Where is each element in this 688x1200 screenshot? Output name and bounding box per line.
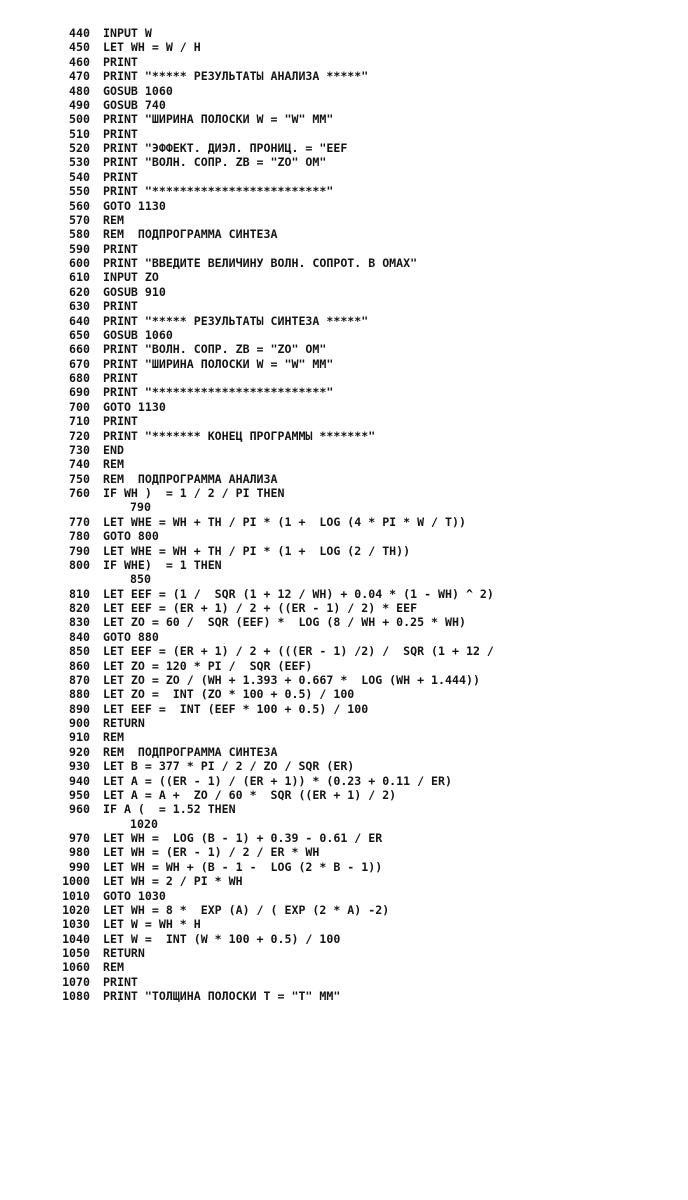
line-statement: PRINT "*************************" [103,184,334,199]
code-line [38,256,678,270]
code-line [38,84,678,98]
code-line [38,802,678,816]
line-statement: LET WH = LOG (B - 1) + 0.39 - 0.61 / ER [103,831,383,845]
line-number: 780 [69,529,90,544]
line-statement: PRINT [103,414,138,429]
line-number: 960 [69,802,90,817]
code-line [38,544,678,558]
code-line [38,55,678,69]
code-line [38,989,678,1003]
line-statement: RETURN [103,716,145,730]
line-statement: GOTO 1130 [103,399,166,414]
line-number: 1050 [62,946,90,960]
code-line [38,831,678,845]
line-statement: REM [103,212,124,227]
line-number: 680 [69,371,90,385]
code-line [38,270,678,284]
line-statement: LET B = 377 * PI / 2 / ZO / SQR (ER) [103,759,355,774]
code-line [38,127,678,141]
code-line [38,40,678,54]
code-line [38,299,678,313]
line-number: 560 [69,198,90,213]
line-statement: PRINT [103,974,138,989]
line-number: 730 [69,442,90,457]
line-statement: PRINT "***** РЕЗУЛЬТАТЫ СИНТЕЗА *****" [103,313,369,328]
line-statement: REM [103,730,124,745]
line-statement: LET WHE = WH + TH / PI * (1 + LOG (4 * PI * W / T)) [103,514,466,529]
line-number: 610 [69,270,90,285]
code-line [38,716,678,730]
code-line [38,342,678,356]
code-line [38,112,678,126]
code-line [38,184,678,198]
line-number: 490 [69,97,90,112]
line-statement: 850 [130,572,151,587]
line-statement: GOSUB 1060 [103,83,173,98]
line-statement: GOSUB 910 [103,284,166,299]
code-line [38,227,678,241]
code-line [38,673,678,687]
line-statement: PRINT "*************************" [103,385,334,400]
line-number: 840 [69,629,90,644]
code-line [38,745,678,759]
line-number: 690 [69,385,90,400]
code-line [38,414,678,428]
line-statement: REM ПОДПРОГРАММА СИНТЕЗА [103,227,278,242]
code-line [38,155,678,169]
code-line [38,874,678,888]
line-statement: PRINT "******* КОНЕЦ ПРОГРАММЫ *******" [103,428,376,443]
code-line [38,960,678,974]
line-statement: PRINT [103,299,138,314]
line-statement: GOTO 1130 [103,198,166,213]
line-statement: REM [103,457,124,472]
line-number: 950 [69,787,90,802]
line-statement: PRINT "ВВЕДИТЕ ВЕЛИЧИНУ ВОЛН. СОПРОТ. В ОМАХ" [103,256,418,270]
line-number: 1000 [62,874,90,889]
line-statement: PRINT "ШИРИНА ПОЛОСКИ W = "W" ММ" [103,356,334,371]
line-statement: GOTO 800 [103,529,159,544]
line-number: 990 [69,859,90,874]
line-statement: PRINT [103,126,138,141]
line-statement: LET A = ((ER - 1) / (ER + 1)) * (0.23 + 0.11 / ER) [103,773,453,788]
code-line [38,69,678,83]
line-statement: LET WH = 8 * EXP (A) / ( EXP (2 * A) -2) [103,902,390,917]
line-statement: END [103,442,124,457]
line-number: 480 [69,83,90,98]
line-number: 800 [69,557,90,572]
code-line [38,946,678,960]
line-number: 440 [69,26,90,40]
line-number: 920 [69,744,90,759]
line-number: 510 [69,126,90,141]
code-line [38,644,678,658]
line-statement: 1020 [130,816,158,831]
line-statement: PRINT "ЭФФЕКТ. ДИЭЛ. ПРОНИЦ. = "EEF [103,141,348,155]
line-number: 1040 [62,931,90,946]
code-line [38,917,678,931]
line-statement: IF WHE) = 1 THEN [103,557,222,572]
line-statement: REM ПОДПРОГРАММА АНАЛИЗА [103,471,278,486]
line-statement: PRINT [103,371,138,385]
code-line [38,141,678,155]
code-line [38,630,678,644]
line-statement: LET EEF = (ER + 1) / 2 + ((ER - 1) / 2) * EEF [103,601,418,615]
line-number: 900 [69,716,90,730]
code-line [38,170,678,184]
code-line [38,601,678,615]
line-statement: LET WH = (ER - 1) / 2 / ER * WH [103,845,320,860]
line-statement: LET ZO = INT (ZO * 100 + 0.5) / 100 [103,687,355,702]
line-statement: REM [103,960,124,975]
line-statement: PRINT [103,54,138,69]
line-statement: PRINT "ШИРИНА ПОЛОСКИ W = "W" ММ" [103,112,334,127]
line-statement: LET ZO = 120 * PI / SQR (EEF) [103,658,313,673]
code-line [38,759,678,773]
line-statement: LET WH = WH + (B - 1 - LOG (2 * B - 1)) [103,859,383,874]
code-line [38,788,678,802]
code-line [38,26,678,40]
line-statement: GOSUB 1060 [103,327,173,342]
line-statement: LET WH = W / H [103,40,201,55]
code-line [38,457,678,471]
line-number: 880 [69,687,90,702]
line-number: 530 [69,155,90,170]
line-statement: LET W = WH * H [103,917,201,932]
line-statement: PRINT "ВОЛН. СОПР. ZB = "ZO" ОМ" [103,342,327,357]
code-line [38,285,678,299]
line-statement: LET A = A + ZO / 60 * SQR ((ER + 1) / 2) [103,787,397,802]
code-line [38,242,678,256]
line-statement: PRINT "***** РЕЗУЛЬТАТЫ АНАЛИЗА *****" [103,69,369,84]
line-number: 540 [69,169,90,184]
code-line [38,615,678,629]
line-statement: GOTO 1030 [103,888,166,903]
line-statement: PRINT [103,241,138,256]
code-line [38,845,678,859]
line-number: 640 [69,313,90,328]
line-number: 760 [69,486,90,500]
line-number: 460 [69,54,90,69]
line-number: 860 [69,658,90,673]
line-statement: LET EEF = INT (EEF * 100 + 0.5) / 100 [103,701,369,716]
line-number: 500 [69,112,90,127]
line-statement: REM ПОДПРОГРАММА СИНТЕЗА [103,744,278,759]
line-statement: RETURN [103,946,145,960]
line-number: 710 [69,414,90,429]
line-number: 790 [69,543,90,558]
code-line-continuation [38,817,678,831]
line-number: 820 [69,601,90,615]
line-number: 450 [69,40,90,55]
line-number: 830 [69,615,90,630]
line-number: 660 [69,342,90,357]
code-line [38,429,678,443]
code-line [38,774,678,788]
line-number: 590 [69,241,90,256]
line-statement: LET ZO = 60 / SQR (EEF) * LOG (8 / WH + 0.25 * WH) [103,615,466,630]
code-line [38,529,678,543]
line-statement: INPUT W [103,26,152,40]
code-line [38,975,678,989]
line-number: 940 [69,773,90,788]
code-line [38,860,678,874]
basic-program-listing [38,26,678,1004]
line-statement: IF WH ) = 1 / 2 / PI THEN [103,486,285,500]
code-line [38,687,678,701]
line-statement: LET WHE = WH + TH / PI * (1 + LOG (2 / TH)) [103,543,411,558]
code-line [38,515,678,529]
line-number: 770 [69,514,90,529]
line-statement: PRINT "ТОЛЩИНА ПОЛОСКИ T = "T" ММ" [103,989,341,1004]
line-number: 520 [69,141,90,155]
line-number: 1010 [62,888,90,903]
line-number: 810 [69,586,90,601]
code-line [38,659,678,673]
line-number: 580 [69,227,90,242]
code-line [38,400,678,414]
code-line [38,385,678,399]
line-number: 870 [69,672,90,687]
line-number: 720 [69,428,90,443]
line-number: 980 [69,845,90,860]
code-line [38,371,678,385]
code-line [38,443,678,457]
code-line [38,486,678,500]
line-statement: LET EEF = (1 / SQR (1 + 12 / WH) + 0.04 * (1 - WH) ^ 2) [103,586,494,601]
code-line [38,587,678,601]
line-number: 630 [69,299,90,314]
code-line [38,328,678,342]
code-line [38,932,678,946]
code-line [38,199,678,213]
code-line-continuation [38,500,678,514]
line-statement: LET EEF = (ER + 1) / 2 + (((ER - 1) /2) / SQR (1 + 12 / [103,644,494,659]
line-number: 1020 [62,902,90,917]
line-statement: LET W = INT (W * 100 + 0.5) / 100 [103,931,341,946]
line-statement: LET ZO = ZO / (WH + 1.393 + 0.667 * LOG (WH + 1.444)) [103,672,480,687]
line-statement: LET WH = 2 / PI * WH [103,874,243,889]
line-number: 470 [69,69,90,84]
line-number: 1070 [62,974,90,989]
code-line [38,98,678,112]
line-statement: INPUT ZO [103,270,159,285]
line-number: 890 [69,701,90,716]
line-number: 670 [69,356,90,371]
code-line-continuation [38,572,678,586]
line-number: 550 [69,184,90,199]
code-line [38,903,678,917]
code-line [38,357,678,371]
line-number: 700 [69,399,90,414]
line-statement: PRINT "ВОЛН. СОПР. ZB = "ZO" ОМ" [103,155,327,170]
code-line [38,889,678,903]
code-line [38,314,678,328]
line-number: 750 [69,471,90,486]
line-number: 930 [69,759,90,774]
line-number: 850 [69,644,90,659]
line-statement: GOTO 880 [103,629,159,644]
line-number: 1060 [62,960,90,975]
line-number: 970 [69,831,90,845]
line-number: 1030 [62,917,90,932]
line-number: 740 [69,457,90,472]
code-line [38,558,678,572]
line-number: 600 [69,256,90,270]
line-number: 570 [69,212,90,227]
code-line [38,472,678,486]
line-number: 650 [69,327,90,342]
line-number: 910 [69,730,90,745]
line-statement: 790 [130,500,151,515]
line-statement: GOSUB 740 [103,97,166,112]
line-statement: PRINT [103,169,138,184]
code-line [38,730,678,744]
code-line [38,213,678,227]
line-statement: IF A ( = 1.52 THEN [103,802,236,817]
line-number: 620 [69,284,90,299]
code-line [38,702,678,716]
line-number: 1080 [62,989,90,1004]
